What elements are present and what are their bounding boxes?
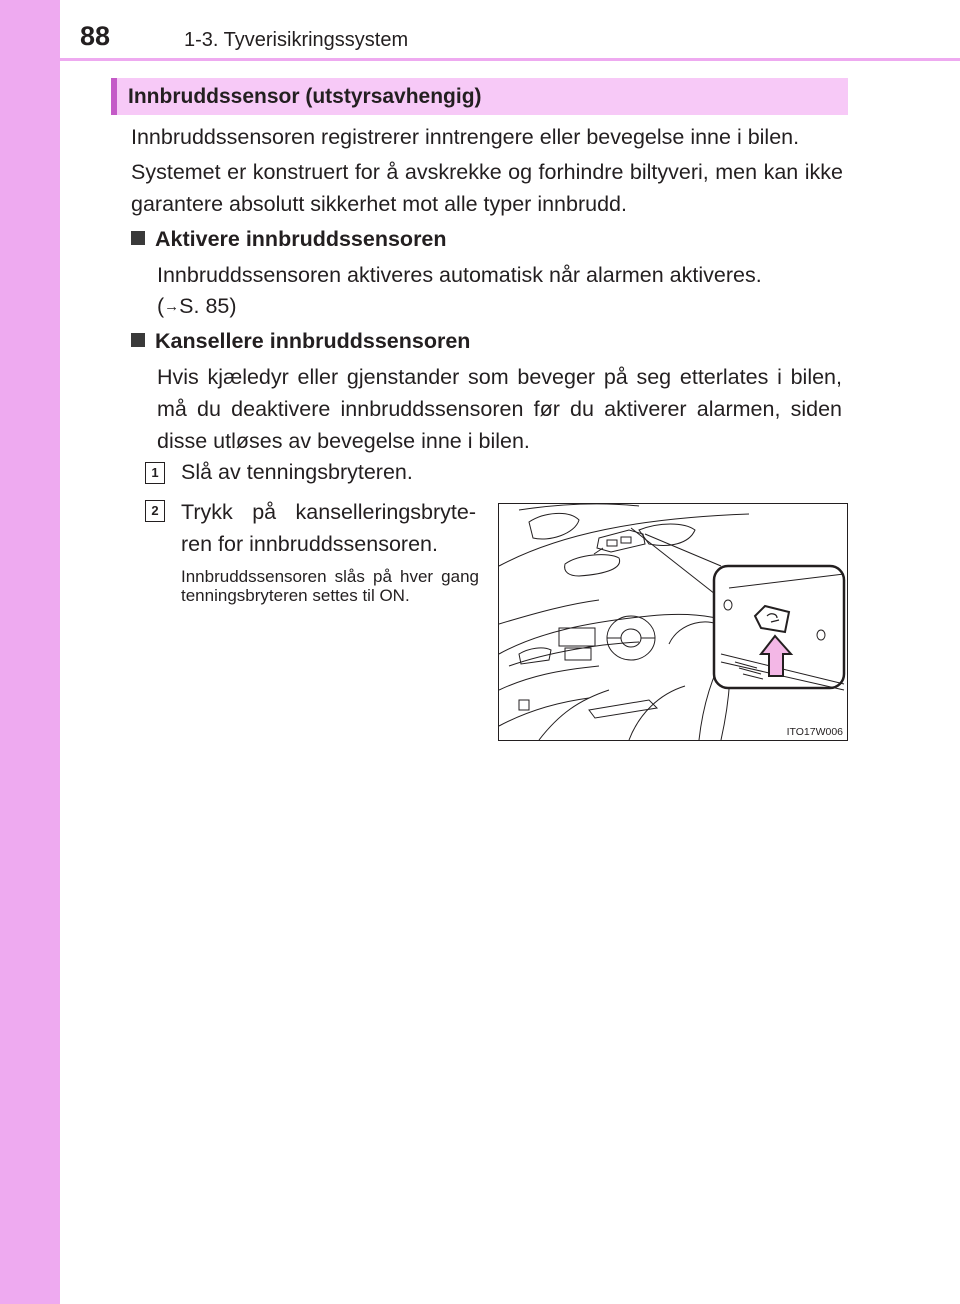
chapter-title: 1-3. Tyverisikringssystem [184, 29, 409, 51]
note-text: Innbruddssensoren slås på hver gang tenningsbryteren settes til ON. [181, 567, 479, 605]
cabin-illustration [498, 503, 848, 741]
arrow-right-icon: → [164, 298, 180, 315]
cabin-illustration-svg [499, 504, 847, 740]
cancel-switch-icon [755, 606, 789, 632]
step-text: Slå av tenningsbryteren. [181, 460, 413, 484]
step-text: Trykk på kanselleringsbryte-ren for innbruddssensoren. [181, 500, 476, 556]
section-accent [111, 78, 117, 115]
step-number-box: 1 [145, 462, 165, 484]
header-rule [60, 58, 960, 61]
figure-code: ITO17W006 [786, 726, 843, 738]
page-number: 88 [80, 21, 111, 51]
activate-heading-text: Aktivere innbruddssensoren [155, 227, 447, 251]
square-bullet-icon [131, 231, 145, 245]
step-number-box: 2 [145, 500, 165, 522]
square-bullet-icon [131, 333, 145, 347]
zoom-callout [714, 566, 844, 690]
intro-paragraph-1: Innbruddssensoren registrerer inntrengere eller bevegelse inne i bilen. [131, 125, 800, 149]
cancel-heading-text: Kansellere innbruddssensoren [155, 329, 471, 353]
activate-reference: (→S. 85) [157, 294, 237, 318]
activate-text: Innbruddssensoren aktiveres automatisk når alarmen aktiveres. [157, 263, 762, 287]
section-title: Innbruddssensor (utstyrsavhengig) [128, 85, 482, 108]
cancel-text: Hvis kjæledyr eller gjenstander som beveger på seg etterlates i bilen, må du deaktivere innbruddssensoren før du aktiverer alarmen, siden disse utløses av bevegelse inne i bilen. [157, 365, 842, 453]
cancel-heading [131, 325, 470, 357]
section-title-bar [111, 78, 848, 115]
activate-ref-page[interactable]: S. 85 [179, 294, 230, 318]
intro-paragraph-2: Systemet er konstruert for å avskrekke og forhindre biltyveri, men kan ikke garantere absolutt sikkerhet mot alle typer innbrudd. [131, 160, 843, 216]
activate-heading [131, 223, 447, 255]
side-band [0, 0, 60, 1304]
